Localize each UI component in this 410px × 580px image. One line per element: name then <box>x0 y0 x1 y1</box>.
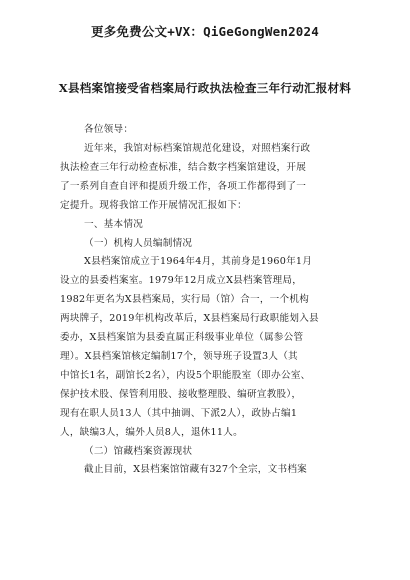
body-line: X县档案馆成立于1964年4月，其前身是1960年1月 <box>84 256 313 268</box>
body-line: 设立的县委档案室。1979年12月成立X县档案管理局， <box>60 275 303 287</box>
body-line: 保护技术股、保管利用股、接收整理股、编研宣教股）， <box>60 388 302 400</box>
subsection-heading: （二）馆藏档案资源现状 <box>84 445 193 457</box>
salutation: 各位领导： <box>84 124 134 135</box>
body-line: 1982年更名为X县档案局，实行局（馆）合一，一个机构 <box>60 294 310 306</box>
body-line: 委办，X县档案馆为县委直属正科级事业单位（属参公管 <box>60 332 304 344</box>
body-line: 理）。X县档案馆核定编制17个，领导班子设置3人（其 <box>60 350 298 362</box>
intro-line: 了一系列自查自评和提质升级工作，各项工作都得到了一 <box>60 180 307 192</box>
body-line: 人，缺编3人，编外人员8人，退休11人。 <box>60 426 243 438</box>
subsection-heading: （一）机构人员编制情况 <box>84 237 193 249</box>
intro-line: 执法检查三年行动检查标准，结合数字档案馆建设，开展 <box>60 161 307 173</box>
intro-paragraph <box>60 140 370 480</box>
document-title: X县档案馆接受省档案局行政执法检查三年行动汇报材料 <box>58 81 352 95</box>
document-body <box>60 121 370 140</box>
watermark-header: 更多免费公文+VX：QiGeGongWen2024 <box>91 24 319 39</box>
body-line: 两块牌子，2019年机构改革后，X县档案局行政职能划入县 <box>60 313 319 325</box>
body-line: 现有在职人员13人（其中抽调、下派2人），政协占编1 <box>60 407 298 419</box>
intro-line: 近年来，我馆对标档案馆规范化建设，对照档案行政 <box>84 143 311 154</box>
body-line: 中馆长1名，副馆长2名），内设5个职能股室（即办公室、 <box>60 369 311 381</box>
intro-line: 定提升。现将我馆工作开展情况汇报如下： <box>60 199 248 211</box>
section-heading: 一、基本情况 <box>84 218 144 230</box>
body-line: 截止目前，X县档案馆馆藏有327个全宗，文书档案 <box>84 464 308 476</box>
